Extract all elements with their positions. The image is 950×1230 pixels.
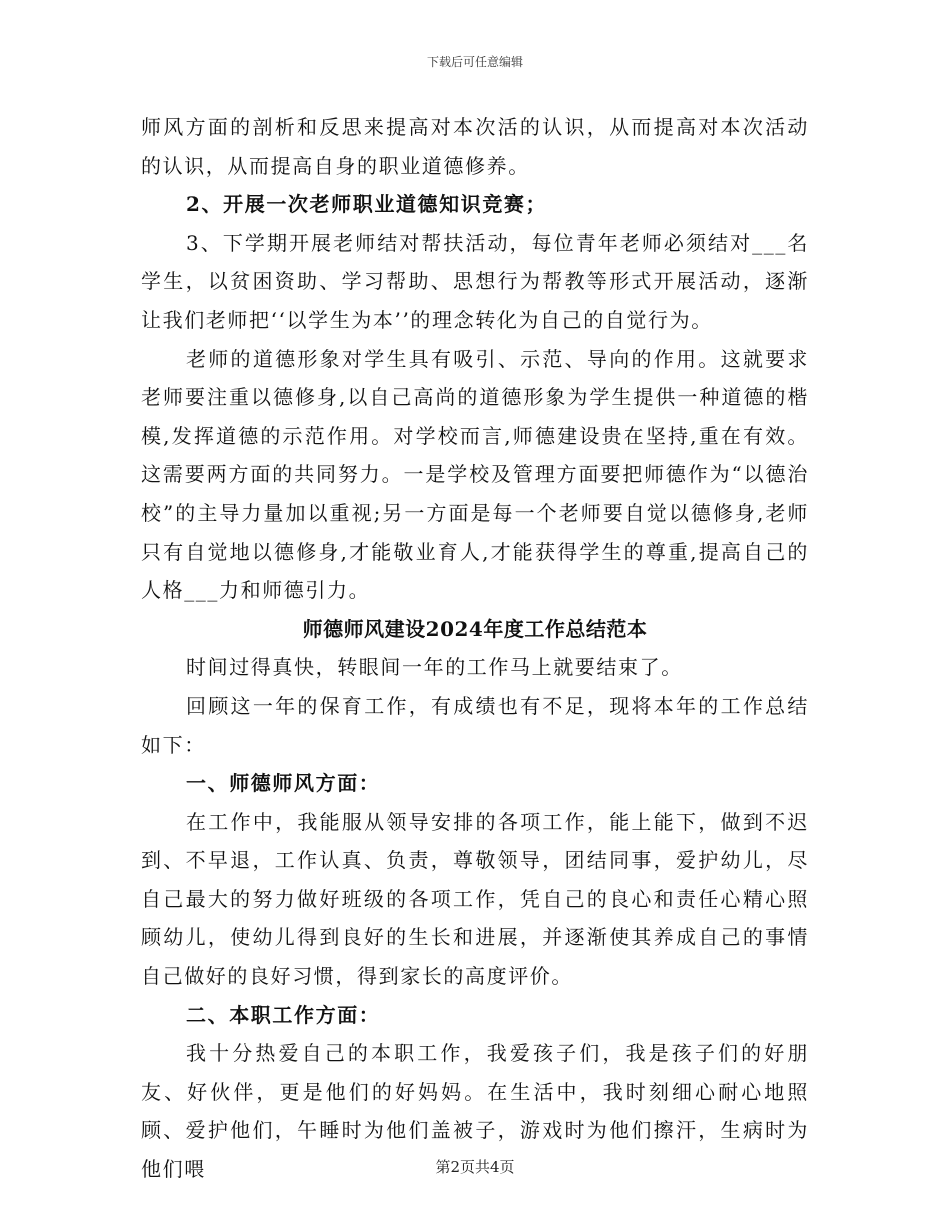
paragraph-time-passes: 时间过得真快，转眼间一年的工作马上就要结束了。 <box>186 655 683 680</box>
section-title: 师德师风建设2024年度工作总结范本 <box>302 616 648 641</box>
paragraph-love-children: 我十分热爱自己的本职工作，我爱孩子们，我是孩子们的好朋友、好伙伴，更是他们的好妈妈。在生活中，我时刻细心耐心地照顾、爱护他们，午睡时为他们盖被子，游戏时为他们擦汗，生病时为他们喂 <box>141 1041 809 1182</box>
heading-ethics: 一、师德师风方面： <box>186 771 381 796</box>
paragraph-reflection: 师风方面的剖析和反思来提高对本次活的认识，从而提高对本次活动的认识，从而提高自身的职业道德修养。 <box>141 115 809 178</box>
page-footer: 第2页共4页 <box>435 1158 515 1176</box>
page-header: 下载后可任意编辑 <box>426 55 523 69</box>
heading-duty: 二、本职工作方面： <box>186 1002 381 1027</box>
item-knowledge-contest: 2、开展一次老师职业道德知识竞赛； <box>186 192 548 217</box>
document-body <box>141 108 809 1189</box>
paragraph-work-attitude: 在工作中，我能服从领导安排的各项工作，能上能下，做到不迟到、不早退，工作认真、负责，尊敬领导，团结同事，爱护幼儿，尽自己最大的努力做好班级的各项工作，凭自己的良心和责任心精心照顾幼儿，使幼儿得到良好的生长和进展，并逐渐使其养成自己的事情自己做好的良好习惯，得到家长的高度评价。 <box>141 809 809 989</box>
paragraph-moral-image: 老师的道德形象对学生具有吸引、示范、导向的作用。这就要求老师要注重以德修身,以自己高尚的道德形象为学生提供一种道德的楷模,发挥道德的示范作用。对学校而言,师德建设贵在坚持,重在有效。这需要两方面的共同努力。一是学校及管理方面要把师德作为“以德治校”的主导力量加以重视;另一方面是每一个老师要自觉以德修身,老师只有自觉地以德修身,才能敬业育人,才能获得学生的尊重,提高自己的人格___力和师德引力。 <box>141 346 809 603</box>
item-mentoring-activity: 3、下学期开展老师结对帮扶活动，每位青年老师必须结对___名学生，以贫困资助、学习帮助、思想行为帮教等形式开展活动，逐渐让我们老师把‘‘以学生为本’’的理念转化为自己的自觉行为。 <box>141 230 809 332</box>
paragraph-review: 回顾这一年的保育工作，有成绩也有不足，现将本年的工作总结如下： <box>141 693 809 757</box>
